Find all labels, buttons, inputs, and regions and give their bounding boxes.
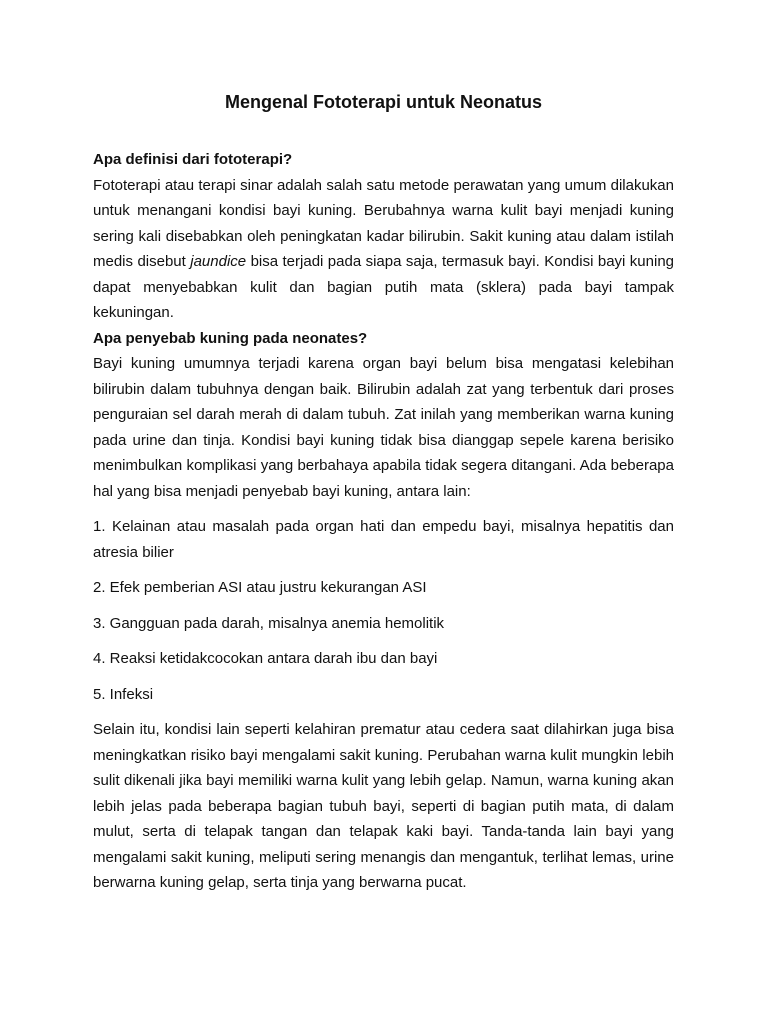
definition-text-start: Fototerapi atau terapi sinar adalah salah satu metode perawatan yang umum dilakukan untuk menangani kondisi bayi kuning. Berubahnya warna kulit bayi menjadi kuning sering kali disebabkan oleh peningkatan kadar bilirubin. Sakit kuning atau dalam istilah medis disebut xyxy=(93,176,674,270)
list-item: 5. Infeksi xyxy=(93,685,154,703)
jaundice-term: jaundice xyxy=(190,253,247,270)
document-title: Mengenal Fototerapi untuk Neonatus xyxy=(224,92,542,112)
list-item: 2. Efek pemberian ASI atau justru kekurangan ASI xyxy=(93,579,427,596)
list-item: 3. Gangguan pada darah, misalnya anemia hemolitik xyxy=(93,614,445,632)
definition-text-end: bisa terjadi pada siapa saja, termasuk bayi. Kondisi bayi kuning dapat menyebabkan kulit dan bagian putih mata (sklera) pada bayi tampak kekuningan. xyxy=(93,253,675,321)
definition-paragraph xyxy=(93,173,674,326)
section-heading-definition: Apa definisi dari fototerapi? xyxy=(93,151,293,168)
causes-paragraph: Bayi kuning umumnya terjadi karena organ bayi belum bisa mengatasi kelebihan bilirubin dalam tubuhnya dengan baik. Bilirubin adalah zat yang terbentuk dari proses penguraian sel darah merah di dalam tubuh. Zat inilah yang memberikan warna kuning pada urine dan tinja. Kondisi bayi kuning tidak bisa dianggap sepele karena berisiko menimbulkan komplikasi yang berbahaya apabila tidak segera ditangani. Ada beberapa hal yang bisa menjadi penyebab bayi kuning, antara lain: xyxy=(93,355,674,500)
section-heading-causes: Apa penyebab kuning pada neonates? xyxy=(93,329,368,347)
list-item: 4. Reaksi ketidakcocokan antara darah ibu dan bayi xyxy=(93,650,438,667)
closing-paragraph: Selain itu, kondisi lain seperti kelahiran prematur atau cedera saat dilahirkan juga bisa meningkatkan risiko bayi mengalami sakit kuning. Perubahan warna kulit mungkin lebih sulit dikenali jika bayi memiliki warna kulit yang lebih gelap. Namun, warna kuning akan lebih jelas pada beberapa bagian tubuh bayi, seperti di bagian putih mata, di dalam mulut, serta di telapak tangan dan telapak kaki bayi. Tanda-tanda lain bayi yang mengalami sakit kuning, meliputi sering menangis dan mengantuk, terlihat lemas, urine berwarna kuning gelap, serta tinja yang berwarna pucat. xyxy=(93,721,674,891)
list-item: 1. Kelainan atau masalah pada organ hati dan empedu bayi, misalnya hepatitis dan atresia bilier xyxy=(93,518,674,561)
document-page xyxy=(93,88,674,896)
